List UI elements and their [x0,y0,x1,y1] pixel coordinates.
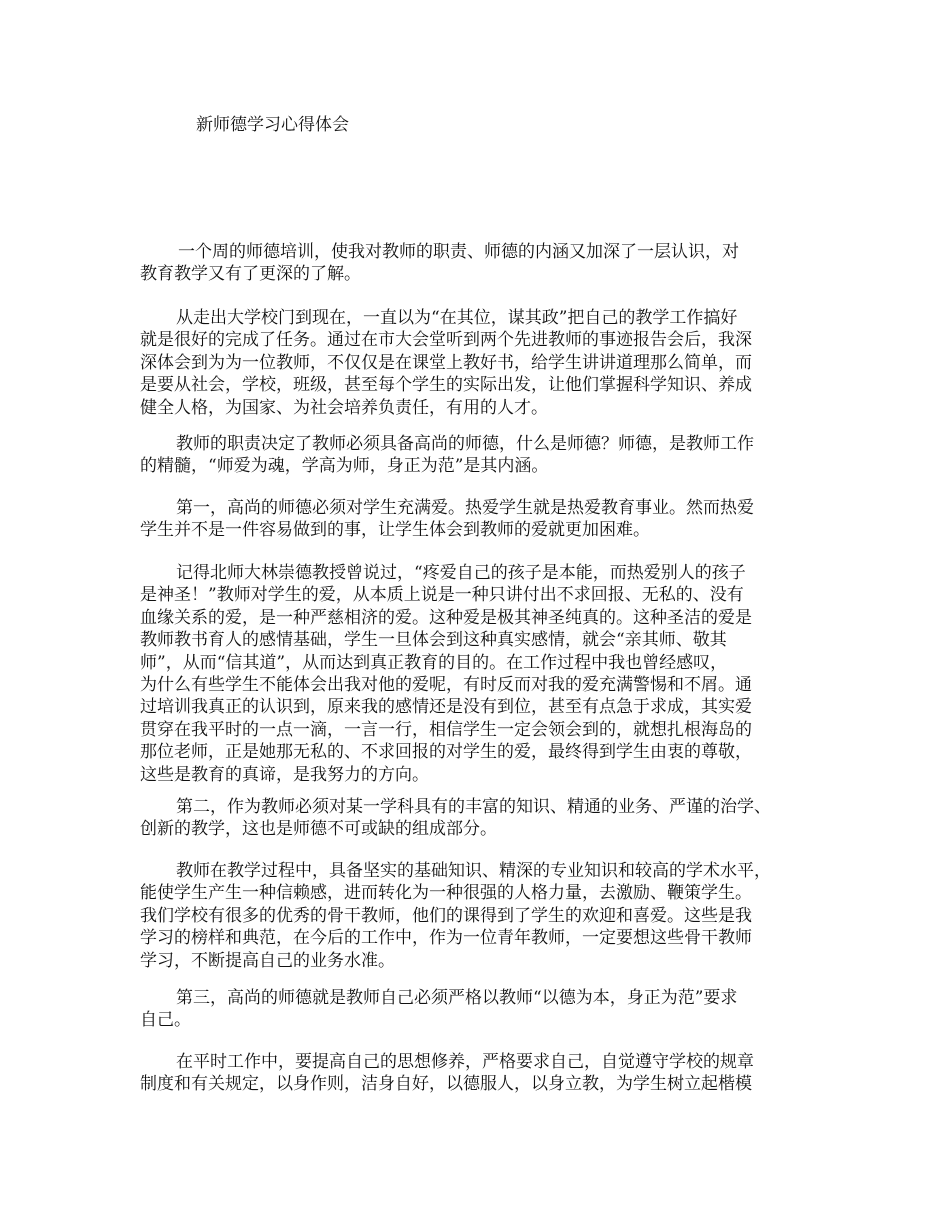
paragraph-line: 为什么有些学生不能体会出我对他的爱呢，有时反而对我的爱充满警惕和不屑。通 [140,675,752,696]
paragraph-line: 过培训我真正的认识到，原来我的感情还是没有到位，甚至有点急于求成，其实爱 [140,697,752,718]
paragraph-line: 是要从社会，学校，班级，甚至每个学生的实际出发，让他们掌握科学知识、养成 [140,375,752,396]
paragraph-4 [140,497,830,542]
paragraph-line: 第一，高尚的师德必须对学生充满爱。热爱学生就是热爱教育事业。然而热爱 [176,498,754,518]
paragraph-line: 教育教学又有了更深的了解。 [140,264,361,285]
paragraph-line: 记得北师大林崇德教授曾说过，“疼爱自己的孩子是本能，而热爱别人的孩子 [176,563,746,583]
paragraph-line: 学习的榜样和典范，在今后的工作中，作为一位青年教师，一定要想这些骨干教师 [140,928,752,949]
paragraph-5 [140,562,830,786]
paragraph-6 [140,796,830,841]
paragraph-line: 制度和有关规定，以身作则，洁身自好，以德服人，以身立教，为学生树立起楷模 [140,1074,752,1095]
paragraph-line: 创新的教学，这也是师德不可或缺的组成部分。 [140,819,497,840]
paragraph-7 [140,860,830,972]
paragraph-9 [140,1051,830,1096]
paragraph-line: 那位老师，正是她那无私的、不求回报的对学生的爱，最终得到学生由衷的尊敬， [140,742,752,763]
paragraph-line: 的精髓，“师爱为魂，学高为师，身正为范”是其内涵。 [140,456,549,477]
paragraph-line: 从走出大学校门到现在，一直以为“在其位，谋其政”把自己的教学工作搞好 [176,308,738,328]
document-title: 新师德学习心得体会 [196,115,349,135]
paragraph-line: 健全人格，为国家、为社会培养负责任，有用的人才。 [140,397,548,418]
paragraph-8 [140,987,830,1032]
paragraph-line: 这些是教育的真谛，是我努力的方向。 [140,764,429,785]
paragraph-line: 学生并不是一件容易做到的事，让学生体会到教师的爱就更加困难。 [140,520,650,541]
paragraph-line: 教师教书育人的感情基础，学生一旦体会到这种真实感情，就会“亲其师、敬其 [140,630,727,651]
paragraph-line: 一个周的师德培训，使我对教师的职责、师德的内涵又加深了一层认识，对 [178,242,739,262]
paragraph-line: 师”，从而“信其道”，从而达到真正教育的目的。在工作过程中我也曾经感叹， [140,652,728,673]
paragraph-line: 第三，高尚的师德就是教师自己必须严格以教师“以德为本，身正为范”要求 [176,988,738,1008]
paragraph-line: 是神圣！”教师对学生的爱，从本质上说是一种只讲付出不求回报、无私的、没有 [140,585,744,606]
paragraph-line: 贯穿在我平时的一点一滴，一言一行，相信学生一定会领会到的，就想扎根海岛的 [140,719,752,740]
paragraph-line: 教师在教学过程中，具备坚实的基础知识、精深的专业知识和较高的学术水平， [176,861,771,881]
paragraph-line: 自己。 [140,1010,191,1031]
paragraph-1 [140,241,830,286]
paragraph-line: 血缘关系的爱，是一种严慈相济的爱。这种爱是极其神圣纯真的。这种圣洁的爱是 [140,607,752,628]
paragraph-line: 深体会到为为一位教师，不仅仅是在课堂上教好书，给学生讲讲道理那么简单，而 [140,352,752,373]
paragraph-line: 我们学校有很多的优秀的骨干教师，他们的课得到了学生的欢迎和喜爱。这些是我 [140,905,752,926]
paragraph-line: 学习，不断提高自己的业务水准。 [140,950,395,971]
paragraph-line: 能使学生产生一种信赖感，进而转化为一种很强的人格力量，去激励、鞭策学生。 [140,883,752,904]
paragraph-3 [140,433,830,478]
paragraph-line: 第二，作为教师必须对某一学科具有的丰富的知识、精通的业务、严谨的治学、 [176,797,771,817]
paragraph-line: 在平时工作中，要提高自己的思想修养，严格要求自己，自觉遵守学校的规章 [176,1052,754,1072]
paragraph-2 [140,307,830,419]
paragraph-line: 就是很好的完成了任务。通过在市大会堂听到两个先进教师的事迹报告会后，我深 [140,330,752,351]
paragraph-line: 教师的职责决定了教师必须具备高尚的师德，什么是师德？师德，是教师工作 [176,434,754,454]
